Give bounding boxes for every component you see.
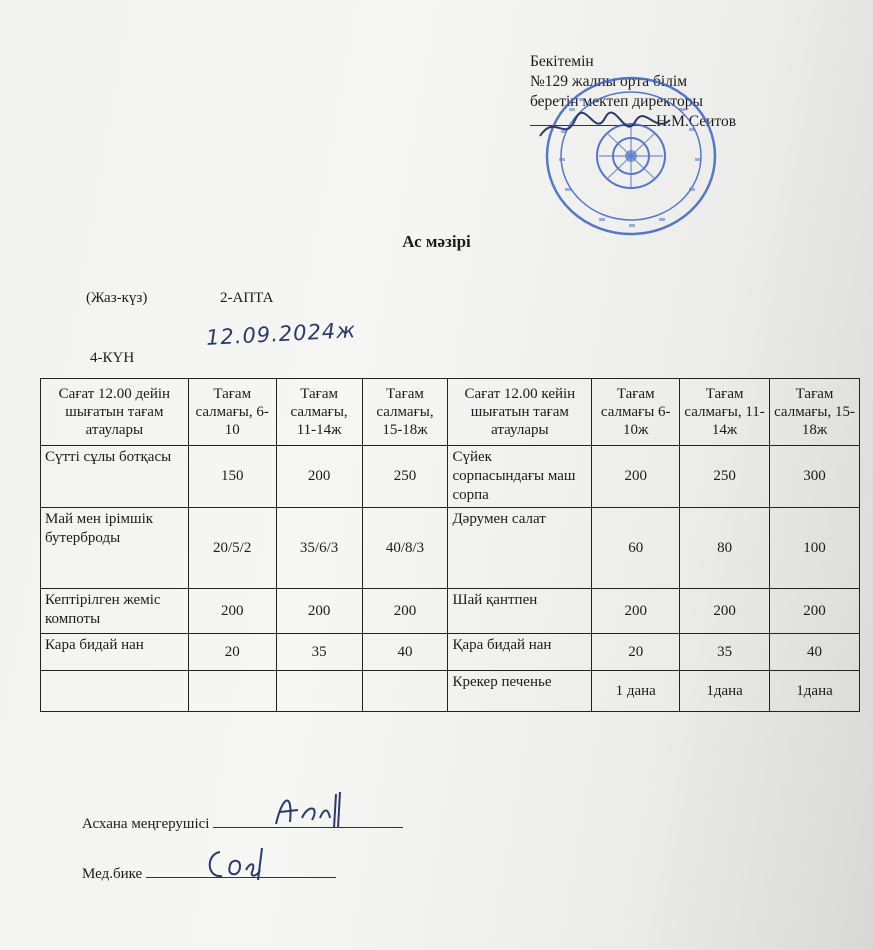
day-label: 4-КҮН [90, 350, 135, 366]
dish-cell: Сүтті сұлы ботқасы [41, 446, 189, 508]
table-row [41, 671, 860, 712]
header-cell: Сағат 12.00 кейін шығатын тағам атаулары [448, 379, 592, 446]
weight-cell: 250 [680, 446, 770, 508]
weight-cell: 200 [188, 589, 276, 634]
dish-cell: Май мен ірімшік бутерброды [41, 508, 189, 589]
nurse-label: Мед.бике [82, 866, 143, 882]
weight-cell: 200 [592, 446, 680, 508]
menu-table [40, 378, 860, 712]
weight-cell: 1 дана [592, 671, 680, 712]
weight-cell: 200 [276, 446, 362, 508]
weight-cell: 250 [362, 446, 448, 508]
weight-cell: 20 [188, 634, 276, 671]
weight-cell: 20 [592, 634, 680, 671]
weight-cell: 200 [770, 589, 860, 634]
page-title: Ас мәзірі [402, 232, 471, 251]
weight-cell [188, 671, 276, 712]
weight-cell: 20/5/2 [188, 508, 276, 589]
weight-cell: 300 [770, 446, 860, 508]
approval-line-3: беретін мектеп директоры [530, 93, 703, 110]
header-cell: Тағам салмағы, 6-10 [188, 379, 276, 446]
cook-signature-icon [268, 784, 358, 834]
cook-label: Асхана меңгерушісі [82, 816, 210, 832]
nurse-signature-icon [200, 840, 280, 886]
approval-line-2: №129 жалпы орта білім [530, 73, 688, 90]
weight-cell: 1дана [770, 671, 860, 712]
dish-cell: Сүйек сорпасындағы маш сорпа [448, 446, 592, 508]
table-row [41, 634, 860, 671]
approval-line-1: Бекітемін [530, 53, 594, 70]
weight-cell: 200 [362, 589, 448, 634]
weight-cell: 200 [680, 589, 770, 634]
dish-cell: Крекер печенье [448, 671, 592, 712]
weight-cell: 35/6/3 [276, 508, 362, 589]
dish-cell: Дәрумен салат [448, 508, 592, 589]
dish-cell: Қара бидай нан [448, 634, 592, 671]
school-stamp-icon [539, 68, 719, 238]
weight-cell: 60 [592, 508, 680, 589]
week-label: 2-АПТА [220, 290, 274, 306]
dish-cell: Кептірілген жеміс компоты [41, 589, 189, 634]
dish-cell [41, 671, 189, 712]
header-cell: Тағам салмағы 6-10ж [592, 379, 680, 446]
weight-cell: 40 [362, 634, 448, 671]
weight-cell: 35 [276, 634, 362, 671]
header-cell: Тағам салмағы, 15-18ж [362, 379, 448, 446]
header-cell: Тағам салмағы, 11-14ж [680, 379, 770, 446]
weight-cell: 200 [276, 589, 362, 634]
director-name: Н.М.Сеитов [656, 113, 737, 130]
weight-cell [362, 671, 448, 712]
director-signature-icon [535, 108, 675, 148]
dish-cell: Шай қантпен [448, 589, 592, 634]
weight-cell: 40 [770, 634, 860, 671]
header-cell: Тағам салмағы, 15-18ж [770, 379, 860, 446]
weight-cell: 40/8/3 [362, 508, 448, 589]
header-cell: Тағам салмағы, 11-14ж [276, 379, 362, 446]
weight-cell: 80 [680, 508, 770, 589]
handwritten-date: 12.09.2024ж [205, 318, 357, 350]
table-row [41, 508, 860, 589]
season-label: (Жаз-күз) [86, 290, 148, 306]
table-row [41, 589, 860, 634]
weight-cell: 150 [188, 446, 276, 508]
dish-cell: Кара бидай нан [41, 634, 189, 671]
table-header-row [41, 379, 860, 446]
header-cell: Сағат 12.00 дейін шығатын тағам атаулары [41, 379, 189, 446]
weight-cell [276, 671, 362, 712]
weight-cell: 35 [680, 634, 770, 671]
table-row [41, 446, 860, 508]
weight-cell: 1дана [680, 671, 770, 712]
weight-cell: 100 [770, 508, 860, 589]
weight-cell: 200 [592, 589, 680, 634]
